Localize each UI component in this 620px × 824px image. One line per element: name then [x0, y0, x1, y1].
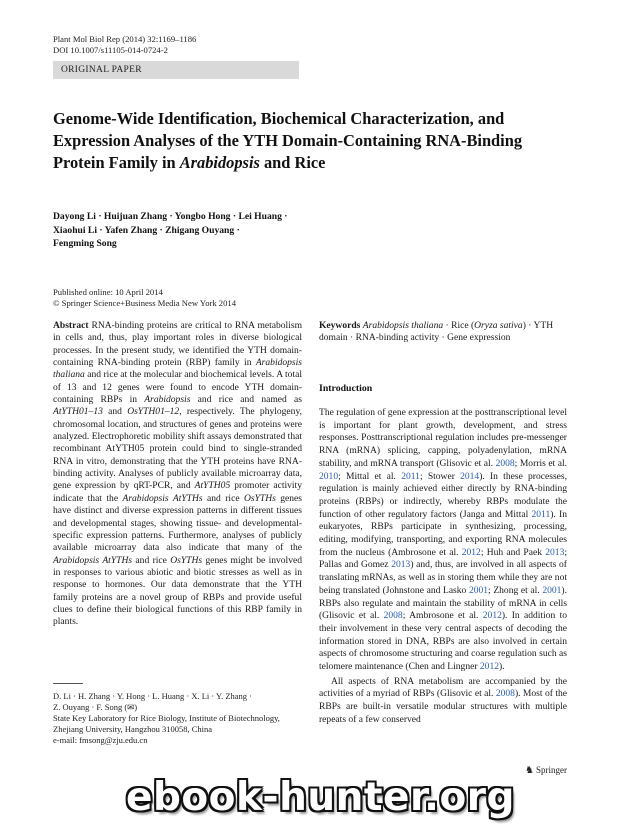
- keywords-label: Keywords: [319, 320, 361, 331]
- citation-link[interactable]: 2014: [460, 470, 480, 482]
- keywords: Keywords Arabidopsis thaliana · Rice (Oryza sativa) · YTH domain · RNA-binding activity · Gene expression: [319, 320, 554, 344]
- publication-info: [53, 287, 236, 309]
- footnote-divider: [53, 683, 83, 684]
- author-line-2: Xiaohui Li · Yafen Zhang · Zhigang Ouyang ·: [53, 224, 240, 236]
- citation-link[interactable]: 2001: [468, 584, 489, 596]
- citation-link[interactable]: 2011: [401, 470, 420, 482]
- article-title: Genome-Wide Identification, Biochemical Characterization, and Expression Analyses of the YTH Domain-Containing RNA-Binding Protein Family in Arabidopsis and Rice: [53, 109, 523, 172]
- journal-citation: Plant Mol Biol Rep (2014) 32:1169–1186: [53, 34, 197, 44]
- author-line-3: Fengming Song: [53, 238, 117, 249]
- springer-horse-icon: ♞: [525, 765, 534, 776]
- citation-link[interactable]: 2012: [479, 661, 499, 673]
- contact-email[interactable]: e-mail: fmsong@zju.edu.cn: [53, 735, 148, 745]
- intro-paragraph-1: The regulation of gene expression at the posttranscriptional level is important for plant growth, development, and stress responses. Posttranscriptional regulation includes pre-messenger RNA (mRNA) splicing, capping, polyadenylation, mRNA stability, and mRNA transport (Glisovic et al. 2008; Morris et al. 2010; Mittal et al. 2011; Stower 2014). In these processes, regulation is mainly achieved either directly by RNA-binding proteins (RBPs) or indirectly, whereby RBPs modulate the function of other regulatory factors (Janga and Mittal 2011). In eukaryotes, RBPs participate in synthesizing, processing, editing, modifying, transporting, and exporting RNA molecules from the nucleus (Ambrosone et al. 2012; Huh and Paek 2013; Pallas and Gomez 2013) and, thus, are involved in all aspects of translating mRNAs, as well as in storing them while they are not being translated (Johnstone and Lasko 2001; Zhong et al. 2001). RBPs also regulate and maintain the stability of mRNA in cells (Glisovic et al. 2008; Ambrosone et al. 2012). In addition to their involvement in these very central aspects of decoding the information stored in DNA, RBPs are also involved in certain aspects of chromosome structuring and coarse regulation such as telomere maintenance (Chen and Lingner 2012).: [319, 407, 568, 673]
- citation-link[interactable]: 2011: [531, 508, 551, 520]
- abstract-label: Abstract: [53, 320, 89, 331]
- citation-link[interactable]: 2012: [482, 610, 502, 622]
- citation-link[interactable]: 2012: [461, 546, 481, 558]
- affiliation-lab: State Key Laboratory for Rice Biology, Institute of Biotechnology,: [53, 713, 280, 723]
- affiliation-names-1: D. Li · H. Zhang · Y. Hong · L. Huang · X. Li · Y. Zhang ·: [53, 691, 253, 701]
- citation-link[interactable]: 2008: [495, 688, 515, 700]
- citation-link[interactable]: 2010: [319, 470, 339, 482]
- author-list: [53, 210, 353, 251]
- citation-link[interactable]: 2013: [545, 546, 565, 558]
- affiliation-names-2: Z. Ouyang · F. Song (✉): [53, 702, 138, 712]
- intro-paragraph-2: All aspects of RNA metabolism are accompanied by the activities of a myriad of RBPs (Glisovic et al. 2008). Most of the RBPs are built-in versatile modular structures with multiple repeats of a few conserved: [319, 675, 567, 725]
- copyright: © Springer Science+Business Media New York 2014: [53, 298, 236, 308]
- affiliation-university: Zhejiang University, Hangzhou 310058, China: [53, 724, 213, 734]
- introduction-body: [319, 407, 567, 727]
- publisher-logo: ♞ Springer: [525, 765, 567, 776]
- envelope-icon: ✉: [127, 702, 135, 712]
- introduction-heading: Introduction: [319, 383, 373, 394]
- citation-link[interactable]: 2008: [383, 610, 403, 622]
- affiliation-footnote: [53, 691, 303, 746]
- citation-link[interactable]: 2001: [542, 584, 562, 596]
- doi: DOI 10.1007/s11105-014-0724-2: [53, 45, 168, 55]
- abstract: Abstract RNA-binding proteins are critical to RNA metabolism in cells and, thus, play important roles in diverse biological processes. In the present study, we identified the YTH domain-containing RNA-binding protein (RBP) family in Arabidopsis thaliana and rice at the molecular and biochemical levels. A total of 13 and 12 genes were found to encode YTH domain-containing RBPs in Arabidopsis and rice and named as AtYTH01–13 and OsYTH01–12, respectively. The phylogeny, chromosomal location, and structures of genes and proteins were analyzed. Electrophoretic mobility shift assays demonstrated that recombinant AtYTH05 protein could bind to single-stranded RNA in vitro, demonstrating that the YTH proteins have RNA-binding activity. Analyses of publicly available microarray data, gene expression by qRT-PCR, and AtYTH05 promoter activity indicate that the Arabidopsis AtYTHs and rice OsYTHs genes have distinct and diverse expression patterns in different tissues and developmental stages, showing tissue- and developmental-specific expression patterns. Furthermore, analyses of publicly available microarray data also indicate that many of the Arabidopsis AtYTHs and rice OsYTHs genes might be involved in responses to various abiotic and biotic stresses as well as in response to hormones. Our data demonstrate that the YTH family proteins are a novel group of RBPs and provide useful clues to define their biological functions of this RBP family in plants.: [53, 320, 302, 628]
- published-date: Published online: 10 April 2014: [53, 287, 163, 297]
- watermark-text: ebook-hunter.org: [126, 775, 515, 820]
- citation-link[interactable]: 2008: [495, 457, 515, 469]
- section-label: ORIGINAL PAPER: [53, 61, 299, 79]
- journal-header: [53, 34, 196, 56]
- author-line-1: Dayong Li · Huijuan Zhang · Yongbo Hong · Lei Huang ·: [53, 211, 288, 222]
- citation-link[interactable]: 2013: [391, 559, 411, 571]
